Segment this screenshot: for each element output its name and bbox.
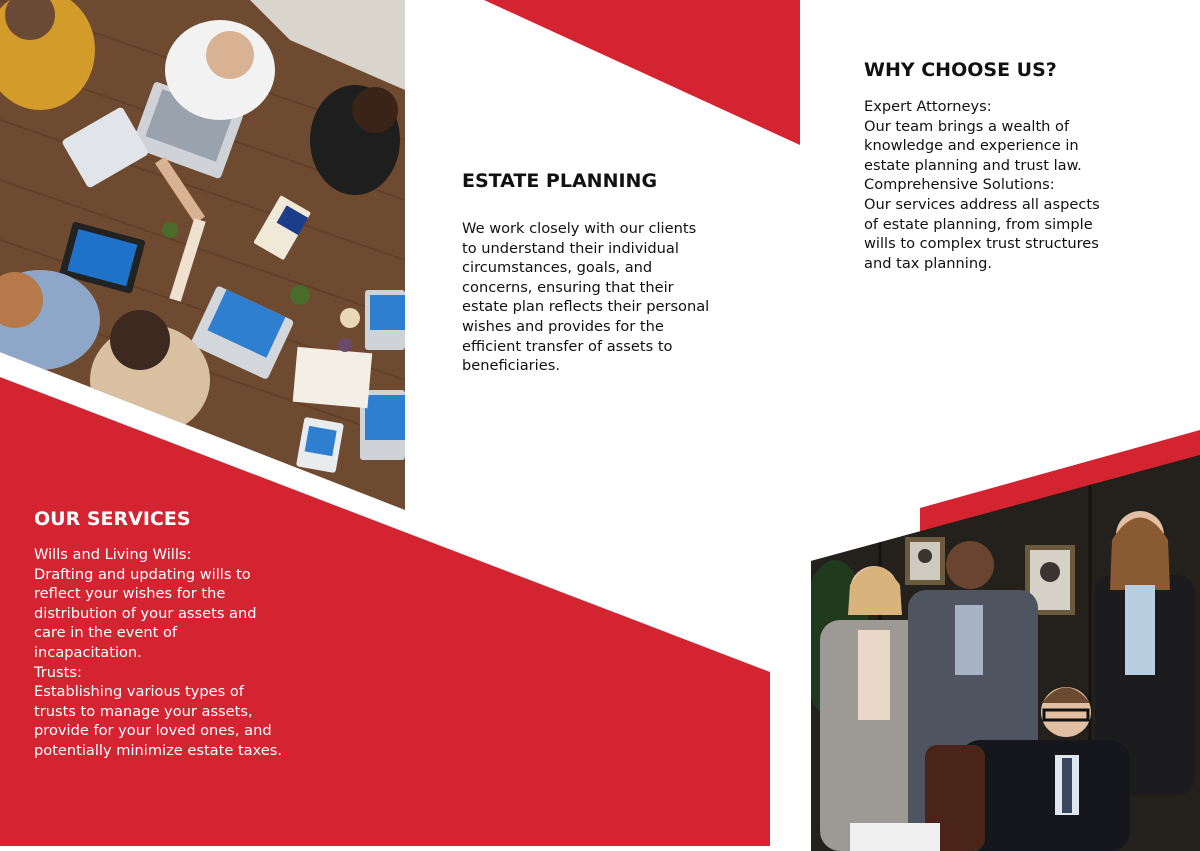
why-choose-us-line: Expert Attorneys:	[864, 98, 992, 115]
our-services-line: Trusts:	[34, 663, 82, 681]
estate-planning-line: We work closely with our clients	[462, 220, 697, 237]
estate-planning-line: efficient transfer of assets to	[462, 337, 673, 355]
estate-planning-line: wishes and provides for the	[462, 317, 664, 335]
red-diagonal-banner-top	[484, 0, 800, 145]
why-choose-us-line: estate planning and trust law.	[864, 156, 1082, 174]
why-choose-us-line: wills to complex trust structures	[864, 235, 1099, 253]
our-services-line: reflect your wishes for the	[34, 585, 226, 603]
attorneys-photo	[800, 455, 1200, 851]
why-choose-us-heading: WHY CHOOSE US?	[864, 59, 1057, 81]
our-services-heading: OUR SERVICES	[34, 508, 191, 530]
our-services-line: care in the event of	[34, 624, 178, 642]
estate-planning-heading: ESTATE PLANNING	[462, 170, 658, 192]
our-services-line: provide for your loved ones, and	[34, 722, 272, 740]
our-services-text	[34, 545, 334, 761]
why-choose-us-line: and tax planning.	[864, 254, 993, 272]
why-choose-us-line: of estate planning, from simple	[864, 215, 1093, 233]
our-services-line: potentially minimize estate taxes.	[34, 741, 283, 759]
estate-planning-line: estate plan reflects their personal	[462, 298, 710, 316]
why-choose-us-line: knowledge and experience in	[864, 137, 1079, 155]
estate-planning-text	[462, 219, 752, 376]
our-services-line: Establishing various types of	[34, 683, 244, 701]
our-services-line: incapacitation.	[34, 643, 142, 661]
estate-planning-line: beneficiaries.	[462, 357, 560, 375]
why-choose-us-text	[864, 97, 1164, 273]
our-services-line: distribution of your assets and	[34, 604, 257, 622]
why-choose-us-line: Our team brings a wealth of	[864, 117, 1070, 135]
estate-planning-line: to understand their individual	[462, 239, 679, 257]
estate-planning-line: circumstances, goals, and	[462, 259, 653, 277]
our-services-line: trusts to manage your assets,	[34, 702, 253, 720]
our-services-line: Drafting and updating wills to	[34, 565, 251, 583]
why-choose-us-line: Our services address all aspects	[864, 195, 1100, 213]
why-choose-us-line: Comprehensive Solutions:	[864, 176, 1055, 194]
estate-planning-line: concerns, ensuring that their	[462, 278, 674, 296]
our-services-line: Wills and Living Wills:	[34, 546, 192, 563]
